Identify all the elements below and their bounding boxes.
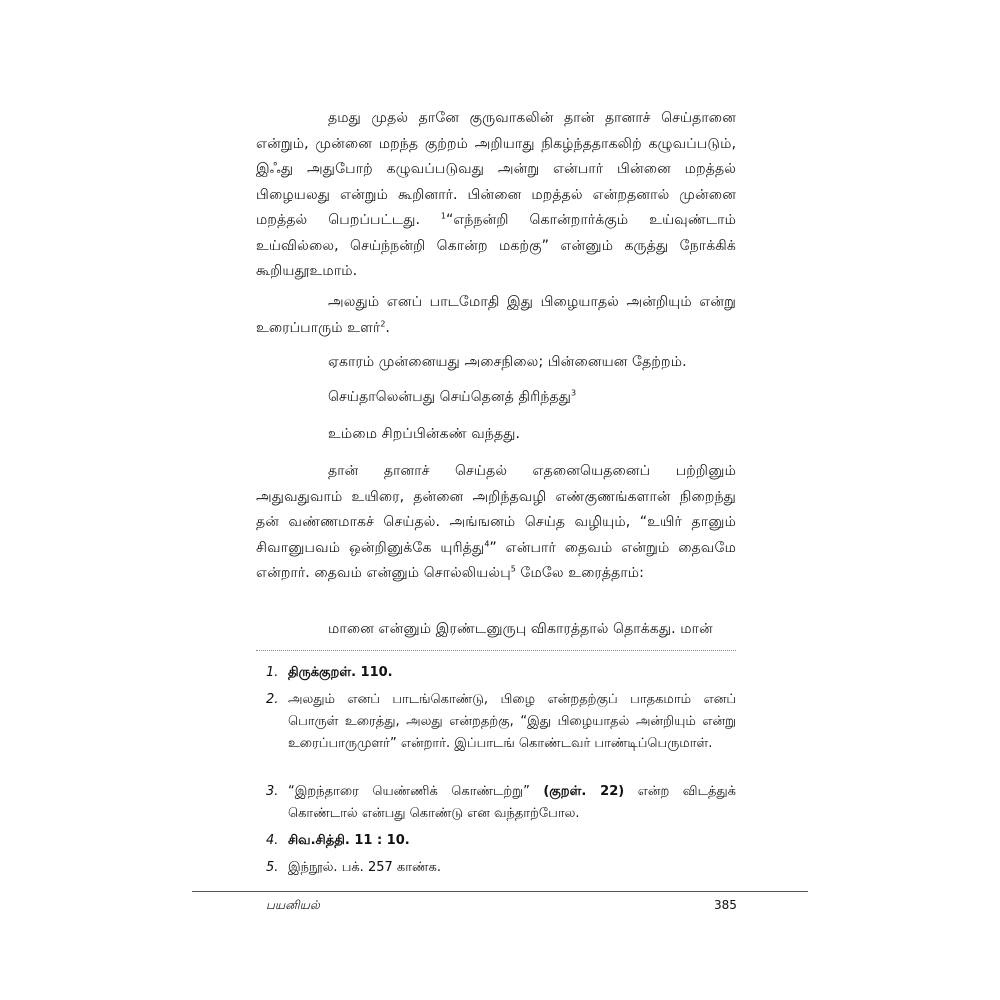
sub-line-2 xyxy=(328,385,576,410)
footnote-2-number: 2. xyxy=(266,692,279,707)
p1-line-1: தமது முதல் தானே குருவாகலின் தான் தானாச் செய்தானை xyxy=(328,110,736,126)
footnote-marker-3: 3 xyxy=(571,388,577,398)
p3-line-3: நிறைந்து தன் வண்ணமாகச் செய்தல். அங்ஙனம் செய்த வழியும், xyxy=(256,488,736,530)
sub-line-2-text: செய்தாலென்பது செய்தெனத் திரிந்தது xyxy=(328,389,572,405)
footnote-3-bold: (குறள். 22) xyxy=(543,784,625,799)
footnote-4 xyxy=(256,830,736,852)
footnote-5-number: 5. xyxy=(266,860,279,875)
footnote-marker-2: 2 xyxy=(380,318,386,328)
p3-line-5b: மேலே xyxy=(515,565,564,581)
footnote-2 xyxy=(256,689,736,755)
p3-line-4: “உயிர் தானும் சிவானுபவம் ஒன்றினுக்கே யுரித்து xyxy=(256,514,736,556)
footnote-3-text-b: என்ற விடத்துக் கொண்டால் என்பது கொண்டு என வந்தாற்போல. xyxy=(288,784,736,821)
p3-line-5: என்றும் தைவமே என்றார். தைவம் என்னும் சொல்லியல்பு xyxy=(256,539,736,581)
footnote-marker-4: 4 xyxy=(484,538,490,548)
footnote-marker-1: 1 xyxy=(440,211,447,221)
footnote-1-number: 1. xyxy=(266,665,279,680)
p3-line-4b: ” என்பார் தைவம் xyxy=(489,539,613,556)
sub-line-3-text: உம்மை சிறப்பின்கண் வந்தது. xyxy=(328,426,521,442)
p3-line-2: அதுவதுவாம் உயிரை, தன்னை அறிந்தவழி எண்குணங்களான் xyxy=(256,488,671,505)
p3-line-1: தான் தானாச் செய்தல் எதனையெதனைப் பற்றினும் xyxy=(328,463,736,479)
sub-line-1-text: ஏகாரம் முன்னையது அசைநிலை; பின்னையன தேற்றம். xyxy=(328,354,687,370)
footer-rule xyxy=(192,891,808,892)
footnote-3-number: 3. xyxy=(266,784,279,799)
p1-line-6: கொன்றார்க்கும் உய்வுண்டாம் உய்வில்லை, செய்ந்நன்றி கொன்ற xyxy=(256,212,736,254)
footnote-separator xyxy=(256,650,736,651)
footnote-5 xyxy=(256,857,736,879)
footnote-4-number: 4. xyxy=(266,833,279,848)
footnote-4-text: . 11 : 10. xyxy=(344,833,410,848)
paragraph-1 xyxy=(256,106,736,285)
p3-line-6: உரைத்தாம்: xyxy=(568,565,644,581)
p2-line-1: அலதும் எனப் பாடமோதி இது பிழையாதல் அன்றியும் xyxy=(328,294,692,310)
sub-line-3 xyxy=(328,422,520,447)
p1-line-5: என்றதனால் முன்னை மறத்தல் பெறப்பட்டது. xyxy=(256,186,736,228)
p2-line-2: என்று உரைப்பாரும் உளர் xyxy=(256,294,736,336)
footnote-1 xyxy=(256,662,736,684)
footnote-1-text: . 110. xyxy=(351,665,393,680)
footnote-4-bold: சிவ.சித்தி xyxy=(288,833,345,848)
p1-line-7: மகற்கு” என்னும் கருத்து நோக்கிக் கூறியதூஉமாம். xyxy=(256,237,736,279)
p1-line-3: கழுவப்படும், இஃது அதுபோற் கழுவப்படுவது அன்று என்பார் xyxy=(256,135,736,177)
p1-line-4: பின்னை மறத்தல் பிழையலது என்றும் கூறினார். பின்னை மறத்தல் xyxy=(256,161,736,203)
footnote-1-bold: திருக்குறள் xyxy=(288,665,352,680)
p1-line-5b: “எந்நன்றி xyxy=(446,212,509,228)
footnote-marker-5: 5 xyxy=(510,564,516,574)
paragraph-4 xyxy=(328,617,713,642)
footnote-3 xyxy=(256,781,736,825)
footnote-3-text-a: “இறந்தாரை யெண்ணிக் கொண்டற்று” xyxy=(288,784,544,799)
footnote-2-text: அலதும் எனப் பாடங்கொண்டு, பிழை என்றதற்குப் பாதகமாம் எனப் பொருள் உரைத்து, அலது என்றதற்கு, “இது பிழையாதல் அன்றியும் என்று உரைப்பாருமுளர்” என்றார். இப்பாடங் கொண்டவர் பாண்டிப்பெருமாள். xyxy=(288,692,736,751)
paragraph-3 xyxy=(256,459,736,587)
p1-line-2: என்றும், முன்னை மறந்த குற்றம் அறியாது நிகழ்ந்ததாகலிற் xyxy=(256,135,642,152)
sub-line-1 xyxy=(328,350,687,375)
page-number: 385 xyxy=(714,898,737,912)
paragraph-4-text: மானை என்னும் இரண்டனுருபு விகாரத்தால் தொக்கது. மான் xyxy=(328,621,713,637)
running-footer-title: பயனியல் xyxy=(266,898,320,912)
paragraph-2: அலதும் எனப் பாடமோதி இது பிழையாதல் அன்றியும் என்று உரைப்பாரும் உளர்$^2$. xyxy=(256,294,736,336)
footnote-5-text: இந்நூல். பக். 257 காண்க. xyxy=(288,860,441,875)
